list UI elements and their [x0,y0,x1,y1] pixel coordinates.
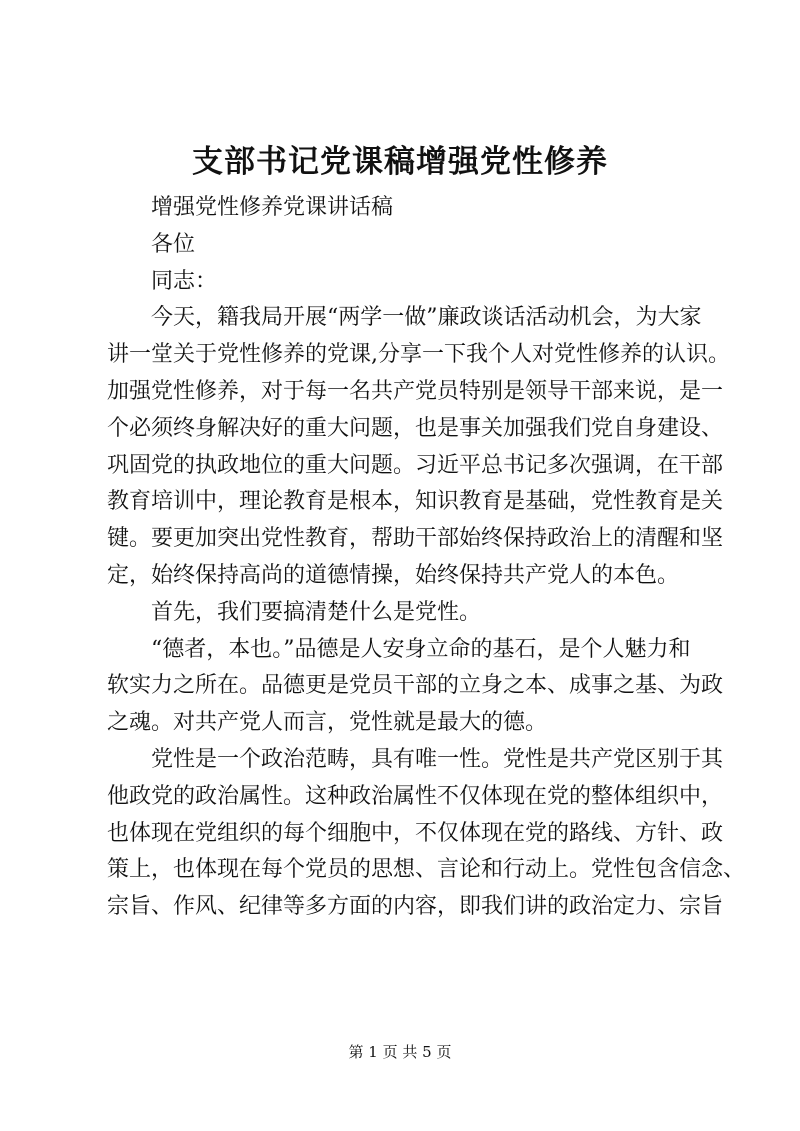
body-line: 也体现在党组织的每个细胞中，不仅体现在党的路线、方针、政 [107,820,724,846]
body-line: “德者，本也。”品德是人安身立命的基石，是个人魅力和 [151,636,691,662]
body-line: 他政党的政治属性。这种政治属性不仅体现在党的整体组织中， [107,783,724,809]
body-line: 党性是一个政治范畴，具有唯一性。党性是共产党区别于其 [151,746,724,772]
body-line: 教育培训中，理论教育是根本，知识教育是基础，党性教育是关 [107,489,724,515]
body-line: 软实力之所在。品德更是党员干部的立身之本、成事之基、为政 [107,673,724,699]
body-line: 宗旨、作风、纪律等多方面的内容，即我们讲的政治定力、宗旨 [107,894,724,920]
document-body [107,190,746,926]
page-number-footer: 第 1 页 共 5 页 [348,1043,452,1061]
body-line: 之魂。对共产党人而言，党性就是最大的德。 [107,710,548,736]
body-line: 个必须终身解决好的重大问题，也是事关加强我们党自身建设、 [107,415,724,441]
body-line: 首先，我们要搞清楚什么是党性。 [151,599,482,625]
document-title: 支部书记党课稿增强党性修养 [192,144,608,180]
body-line: 同志： [151,268,218,294]
body-line: 各位 [151,231,196,257]
body-line: 巩固党的执政地位的重大问题。习近平总书记多次强调，在干部 [107,452,724,478]
body-line: 增强党性修养党课讲话稿 [151,195,394,220]
body-line: 讲一堂关于党性修养的党课,分享一下我个人对党性修养的认识。 [107,342,730,368]
body-line: 键。要更加突出党性教育，帮助干部始终保持政治上的清醒和坚 [107,526,724,552]
body-line: 策上，也体现在每个党员的思想、言论和行动上。党性包含信念、 [107,857,746,883]
body-line: 定，始终保持高尚的道德情操，始终保持共产党人的本色。 [107,562,680,588]
body-line: 加强党性修养，对于每一名共产党员特别是领导干部来说，是一 [107,378,724,404]
body-line: 今天，籍我局开展“两学一做”廉政谈话活动机会，为大家 [151,305,702,331]
